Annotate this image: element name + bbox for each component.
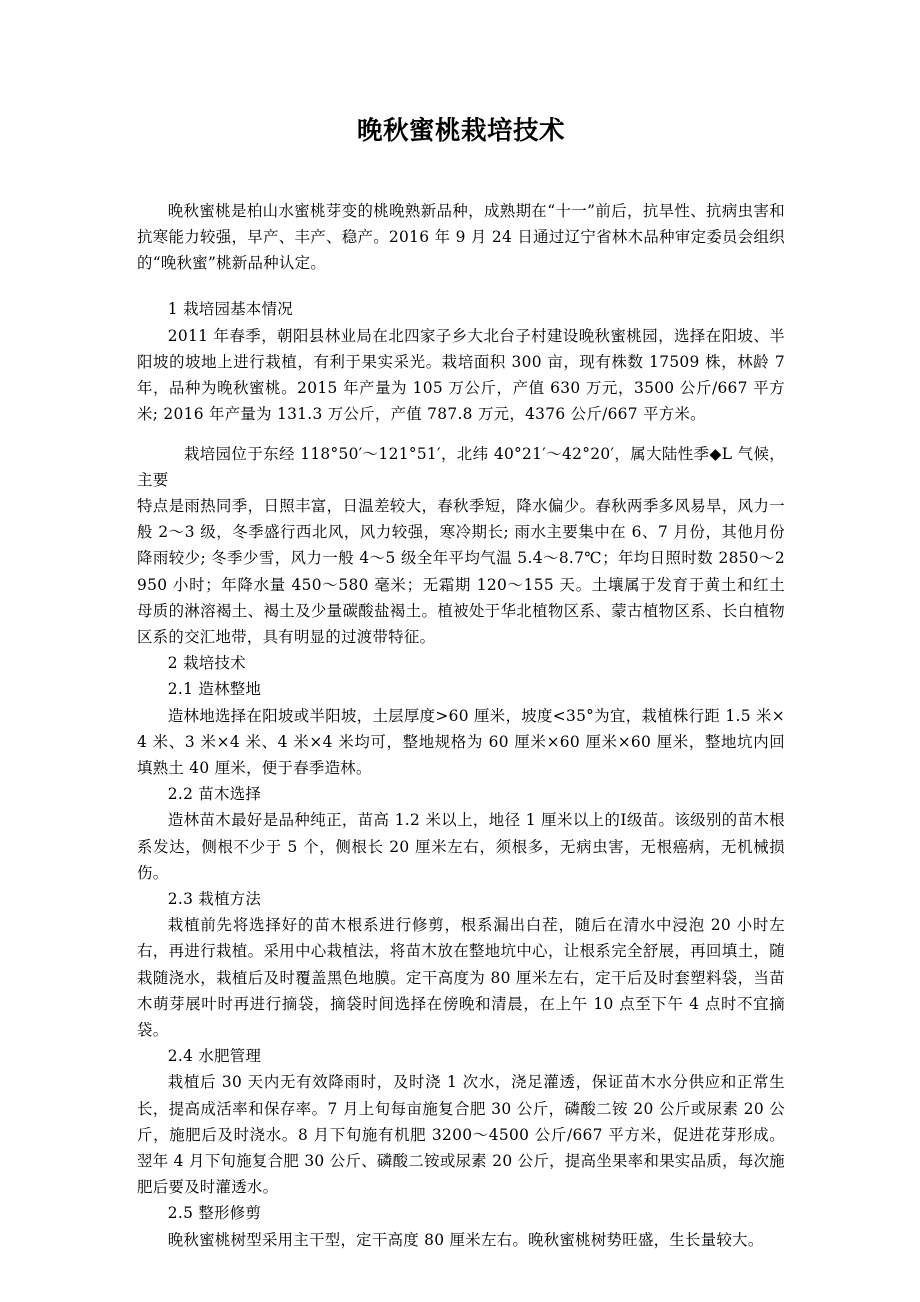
subsection-heading-2-4: 2.4 水肥管理: [167, 1047, 262, 1066]
subsection-heading-2-2: 2.2 苗木选择: [167, 785, 262, 804]
section-1-paragraph-3: 特点是雨热同季，日照丰富，日温差较大，春秋季短，降水偏少。春秋两季多风易旱，风力一般 2～3 级，冬季盛行西北风，风力较强，寒冷期长; 雨水主要集中在 6、7 月份，其他月份降雨较少; 冬季少雪，风力一般 4～5 级全年平均气温 5.4～8.7℃；年均日照时数 2850～2950 小时；年降水量 450～580 毫米；无霜期 120～155 天。土壤属于发育于黄土和红土母质的淋溶褐土、褐土及少量碳酸盐褐土。植被处于华北植物区系、蒙古植物区系、长白植物区系的交汇地带，具有明显的过渡带特征。: [137, 496, 785, 646]
document-body: [137, 148, 785, 1253]
section-1-paragraph-2: 栽培园位于东经 118°50′～121°51′，北纬 40°21′～42°20′，属大陆性季◆L 气候，主要: [137, 444, 785, 489]
subsection-2-3-paragraph: 栽植前先将选择好的苗木根系进行修剪，根系漏出白茬，随后在清水中浸泡 20 小时左右，再进行栽植。采用中心栽植法，将苗木放在整地坑中心，让根系完全舒展，再回填土，随栽随浇水，栽植后及时覆盖黑色地膜。定干高度为 80 厘米左右，定干后及时套塑料袋，当苗木萌芽展叶时再进行摘袋，摘袋时间选择在傍晚和清晨，在上午 10 点至下午 4 点时不宜摘袋。: [137, 916, 785, 1039]
subsection-2-4-paragraph: 栽植后 30 天内无有效降雨时，及时浇 1 次水，浇足灌透，保证苗木水分供应和正常生长，提高成活率和保存率。7 月上旬每亩施复合肥 30 公斤，磷酸二铵 20 公斤或尿素 20 公斤，施肥后及时浇水。8 月下旬施有机肥 3200～4500 公斤/667 平方米，促进花芽形成。翌年 4 月下旬施复合肥 30 公斤、磷酸二铵或尿素 20 公斤，提高坐果率和果实品质，每次施肥后要及时灌透水。: [137, 1073, 785, 1197]
subsection-2-5-paragraph: 晚秋蜜桃树型采用主干型，定干高度 80 厘米左右。晚秋蜜桃树势旺盛，生长量较大。: [167, 1230, 764, 1249]
page-title: 晚秋蜜桃栽培技术: [356, 116, 565, 146]
section-heading-1: 1 栽培园基本情况: [167, 300, 293, 319]
subsection-heading-2-5: 2.5 整形修剪: [167, 1204, 262, 1223]
spacer: [137, 276, 785, 296]
section-1-paragraph-1: 2011 年春季，朝阳县林业局在北四家子乡大北台子村建设晚秋蜜桃园，选择在阳坡、半阳坡的坡地上进行栽植，有利于果实采光。栽培面积 300 亩，现有株数 17509 株，林龄 7 年，品种为晚秋蜜桃。2015 年产量为 105 万公斤，产值 630 万元，3500 公斤/667 平方米; 2016 年产量为 131.3 万公斤，产值 787.8 万元，4376 公斤/667 平方米。: [137, 326, 785, 424]
subsection-heading-2-3: 2.3 栽植方法: [167, 889, 262, 908]
section-heading-2: 2 栽培技术: [167, 654, 246, 673]
spacer: [137, 428, 785, 441]
abstract-paragraph: 晚秋蜜桃是柏山水蜜桃芽变的桃晚熟新品种，成熟期在“十一”前后，抗旱性、抗病虫害和抗寒能力较强，早产、丰产、稳产。2016 年 9 月 24 日通过辽宁省林木品种审定委员会组织的“晚秋蜜”桃新品种认定。: [137, 201, 785, 273]
subsection-2-2-paragraph: 造林苗木最好是品种纯正，苗高 1.2 米以上，地径 1 厘米以上的Ⅰ级苗。该级别的苗木根系发达，侧根不少于 5 个，侧根长 20 厘米左右，须根多，无病虫害，无根癌病，无机械损伤。: [137, 811, 785, 882]
page-content: [137, 0, 785, 1253]
subsection-heading-2-1: 2.1 造林整地: [167, 680, 262, 699]
subsection-2-1-paragraph: 造林地选择在阳坡或半阳坡，土层厚度>60 厘米，坡度<35°为宜，栽植株行距 1.5 米×4 米、3 米×4 米、4 米×4 米均可，整地规格为 60 厘米×60 厘米×60 厘米，整地坑内回填熟土 40 厘米，便于春季造林。: [137, 706, 785, 777]
